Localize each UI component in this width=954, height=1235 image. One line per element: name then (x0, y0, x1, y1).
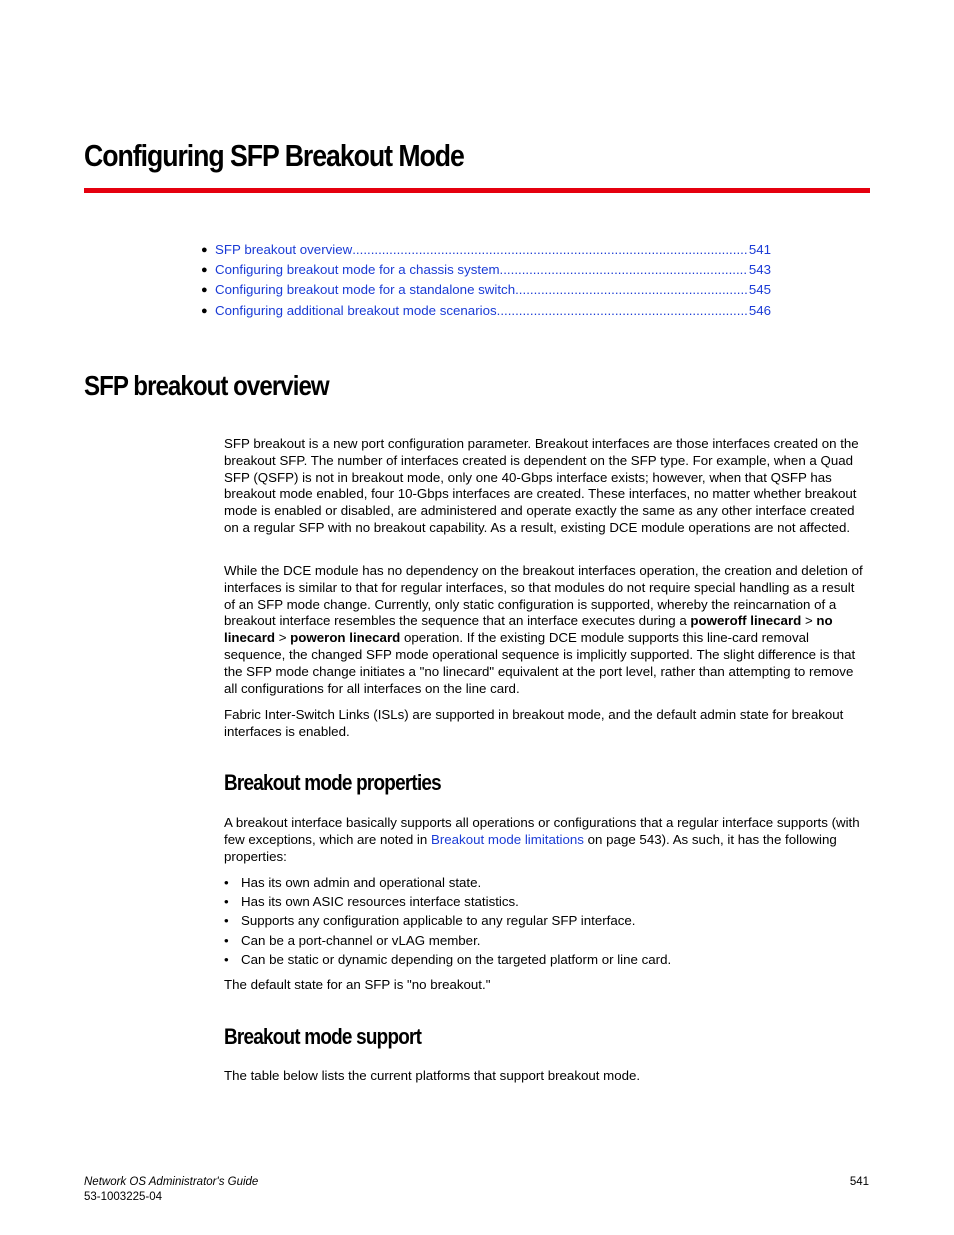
footer-doc-number: 53-1003225-04 (84, 1191, 163, 1203)
properties-list (224, 873, 864, 969)
separator: > (275, 630, 291, 646)
list-item-text: Supports any configuration applicable to any regular SFP interface. (241, 913, 636, 929)
default-state-note: The default state for an SFP is "no breakout." (224, 977, 491, 992)
toc-item-page[interactable]: 543 (748, 262, 771, 278)
subsection-title-properties: Breakout mode properties (224, 770, 441, 795)
command-no-linecard: no linecard (224, 613, 833, 646)
toc-item-page[interactable]: 541 (748, 242, 771, 257)
toc-item-title[interactable]: SFP breakout overview (215, 242, 353, 257)
list-item-text: Can be a port-channel or vLAG member. (241, 932, 481, 948)
chapter-title: Configuring SFP Breakout Mode (84, 138, 464, 173)
separator: > (801, 613, 817, 629)
paragraph-text: operation. If the existing DCE module supports this line-card removal sequence, the changed SFP mode operational sequence is implicitly supported. The slight difference is that the SFP mode change initiates a "no linecard" equivalent at the port level, rather than attempting to remove all configurations for all interfaces on the line card. (224, 630, 856, 696)
bullet-icon: • (224, 932, 229, 948)
chapter-divider (84, 188, 870, 193)
list-item (224, 873, 864, 892)
limitations-link[interactable]: Breakout mode limitations (430, 831, 584, 847)
list-item (224, 950, 864, 969)
toc-bullet: ● (201, 304, 208, 317)
toc-item-page[interactable]: 545 (748, 282, 771, 298)
toc-item-title[interactable]: Configuring additional breakout mode scenarios (215, 302, 497, 318)
list-item (224, 911, 864, 930)
chapter-toc (201, 240, 771, 321)
toc-item-title[interactable]: Configuring breakout mode for a standalone switch (215, 282, 516, 298)
toc-leader-dots (515, 280, 747, 300)
toc-item-title[interactable]: Configuring breakout mode for a chassis system (215, 262, 500, 278)
toc-item[interactable] (201, 240, 771, 260)
toc-item-page[interactable]: 546 (748, 302, 771, 318)
overview-paragraph-1: SFP breakout is a new port configuration parameter. Breakout interfaces are those interfaces created on the breakout SFP. The number of interfaces created is dependent on the SFP type. For example, when a Quad SFP (QSFP) is not in breakout mode, only one 40-Gbps interface exists; however, when that QSFP has breakout mode enabled, four 10-Gbps interfaces are created. These interfaces, no matter whether breakout mode is enabled or disabled, are administered and operate exactly the same as any other interface created on a regular SFP with no breakout capability. As a result, existing DCE module operations are not affected. (224, 436, 859, 535)
command-poweroff: poweroff linecard (690, 613, 802, 629)
toc-leader-dots (500, 260, 747, 280)
section-title: SFP breakout overview (84, 370, 329, 401)
footer-guide-title: Network OS Administrator's Guide (84, 1176, 259, 1188)
toc-bullet: ● (201, 264, 208, 277)
toc-leader-dots (497, 301, 747, 321)
list-item-text: Can be static or dynamic depending on the targeted platform or line card. (241, 951, 672, 967)
command-poweron: poweron linecard (290, 630, 401, 646)
footer-left (84, 1175, 258, 1205)
paragraph-text: A breakout interface basically supports all operations or configurations that a regular interface supports (with few exceptions, which are noted in (224, 815, 860, 847)
paragraph-text: While the DCE module has no dependency on the breakout interfaces operation, the creation and deletion of interfaces is similar to that for regular interfaces, so that modules do not require special handling as a result of an SFP mode change. Currently, only static configuration is supported, whereby the reincarnation of a breakout interface resembles the sequence that an interface executes during a (224, 563, 863, 629)
overview-paragraph-2 (224, 563, 864, 697)
toc-item[interactable] (201, 260, 771, 280)
bullet-icon: • (224, 875, 229, 890)
properties-intro (224, 815, 864, 865)
subsection-title-support: Breakout mode support (224, 1024, 422, 1049)
toc-leader-dots (352, 240, 747, 260)
paragraph-text: on page 543). As such, it has the following properties: (224, 831, 837, 864)
list-item-text: Has its own ASIC resources interface statistics. (241, 894, 519, 910)
support-paragraph: The table below lists the current platforms that support breakout mode. (224, 1068, 641, 1083)
footer-page-number: 541 (849, 1176, 869, 1188)
bullet-icon: • (224, 894, 229, 910)
bullet-icon: • (224, 913, 229, 929)
list-item-text: Has its own admin and operational state. (241, 875, 482, 890)
overview-paragraph-3: Fabric Inter-Switch Links (ISLs) are supported in breakout mode, and the default admin state for breakout interfaces is enabled. (224, 707, 844, 739)
list-item (224, 931, 864, 950)
toc-bullet: ● (201, 244, 208, 256)
toc-item[interactable] (201, 280, 771, 300)
toc-bullet: ● (201, 284, 208, 297)
bullet-icon: • (224, 951, 229, 967)
list-item (224, 892, 864, 911)
toc-item[interactable] (201, 301, 771, 321)
